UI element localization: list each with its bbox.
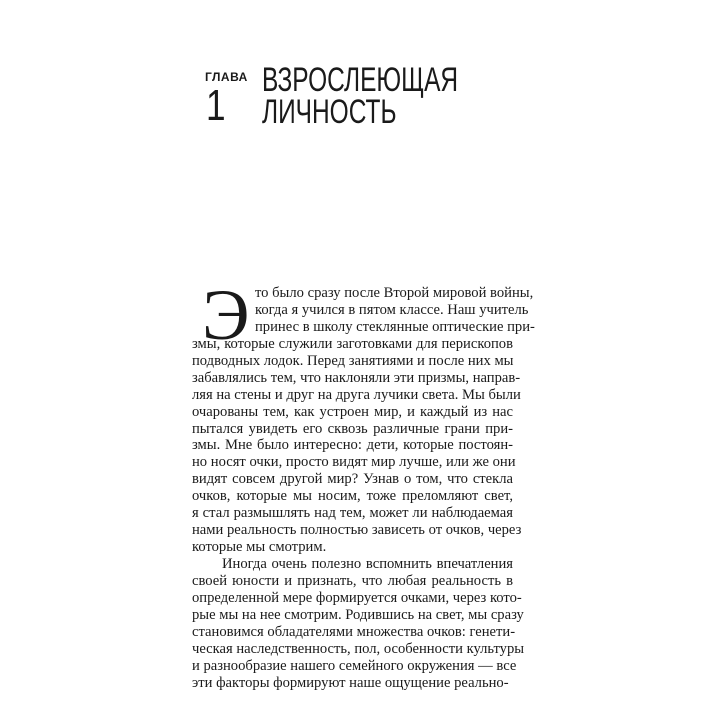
text-line: когда я учился в пятом классе. Наш учитель: [255, 301, 529, 318]
text-line: ческая наследственность, пол, особенности культуры: [192, 640, 525, 657]
chapter-title-line: ВЗРОСЛЕЮЩАЯ: [262, 61, 459, 99]
text-line: очков, которые мы носим, тоже преломляют свет,: [192, 488, 513, 505]
text-line: ляя на стены и друг на друга лучики света. Мы были: [192, 386, 521, 403]
text-line: и разнообразие нашего семейного окружения — все: [192, 657, 517, 674]
text-line: то было сразу после Второй мировой войны,: [255, 285, 534, 301]
text-line: нами реальность полностью зависеть от очков, через: [192, 522, 522, 539]
chapter-title-line: ЛИЧНОСТЬ: [262, 93, 397, 131]
text-line: но носят очки, просто видят мир лучше, или же они: [192, 454, 516, 471]
text-line: забавлялись тем, что наклоняли эти призмы, направ-: [192, 369, 521, 386]
text-line: становимся обладателями множества очков: генети-: [192, 623, 516, 640]
text-line: змы. Мне было интересно: дети, которые постоян-: [192, 437, 513, 454]
text-line: определенной мере формируется очками, через кото-: [192, 589, 522, 606]
text-line: змы, которые служили заготовками для перископов: [192, 335, 513, 352]
body-text: [192, 275, 535, 692]
text-line: я стал размышлять над тем, может ли наблюдаемая: [192, 505, 513, 522]
text-line: своей юности и признать, что любая реальность в: [192, 572, 513, 589]
chapter-label: ГЛАВА: [205, 70, 248, 84]
text-line: эти факторы формируют наше ощущение реально-: [192, 674, 509, 691]
chapter-number: 1: [206, 81, 226, 130]
text-line: которые мы смотрим.: [192, 539, 327, 556]
text-line: Иногда очень полезно вспомнить впечатления: [222, 556, 513, 572]
text-line: принес в школу стеклянные оптические при-: [255, 318, 535, 335]
drop-cap: Э: [202, 275, 250, 355]
text-line: подводных лодок. Перед занятиями и после них мы: [192, 352, 514, 369]
text-line: рые мы на нее смотрим. Родившись на свет, мы сразу: [192, 606, 524, 623]
text-line: пытался увидеть его сквозь различные грани при-: [192, 420, 513, 437]
text-line: видят совсем другой мир? Узнав о том, что стекла: [192, 471, 513, 488]
text-line: очарованы тем, как устроен мир, и каждый из нас: [192, 403, 513, 420]
chapter-title: [262, 61, 459, 131]
